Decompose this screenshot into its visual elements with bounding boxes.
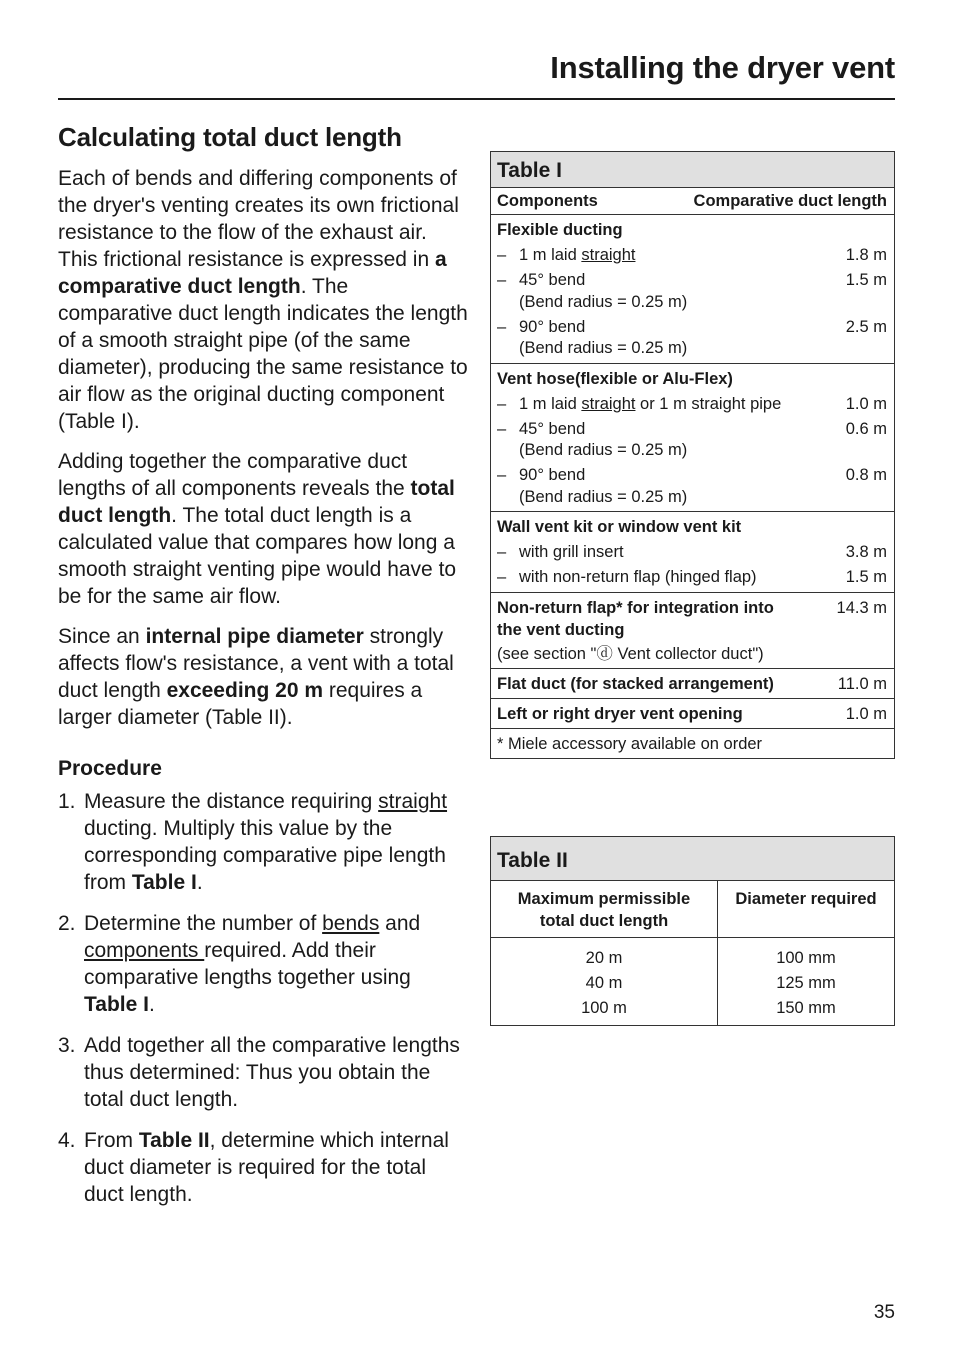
group-flat-duct: Flat duct (for stacked arrangement) 11.0 m — [491, 669, 894, 699]
procedure-heading: Procedure — [58, 757, 162, 780]
table-row: – 90° bend (Bend radius = 0.25 m) 2.5 m — [497, 317, 887, 357]
table-row: – with non-return flap (hinged flap) 1.5 m — [497, 568, 887, 586]
group-flexible-ducting: Flexible ducting – 1 m laid straight 1.8 m – 45° bend (Bend radius = 0.25 m) 1.5 m – 90° bend (Bend radius = 0.25 m) 2.5 m — [491, 215, 894, 364]
group-vent-hose: Vent hose(flexible or Alu-Flex) – 1 m laid straight or 1 m straight pipe 1.0 m – 45° bend (Bend radius = 0.25 m) 0.6 m – 90° bend (Bend radius = 0.25 m) 0.8 m — [491, 364, 894, 513]
table-footnote: * Miele accessory available on order — [497, 735, 763, 753]
table-header: Components Comparative duct length — [491, 188, 894, 215]
group-non-return-flap: Non-return flap* for integration into the vent ducting (see section "ⓓ Vent collector duct") 14.3 m — [491, 593, 894, 670]
paragraph-pipe-diameter: Since an internal pipe diameter strongly affects flow's resistance, a vent with a total duct length exceeding 20 m requires a larger diameter (Table II). — [58, 625, 454, 729]
title-rule — [58, 98, 895, 100]
table-row: – 1 m laid straight 1.8 m — [497, 246, 887, 264]
procedure-steps — [58, 788, 468, 1208]
procedure-step: 4. From Table II, determine which internal duct diameter is required for the total duct length. — [58, 1129, 449, 1206]
table-duct-diameter — [490, 836, 895, 1026]
procedure-step: 3. Add together all the comparative lengths thus determined: Thus you obtain the total duct length. — [58, 1034, 460, 1111]
table-title: Table I — [491, 152, 894, 188]
procedure-step: 2. Determine the number of bends and components required. Add their comparative lengths together using Table I. — [58, 912, 421, 1016]
paragraph-total-duct-length: Adding together the comparative duct lengths of all components reveals the total duct length. The total duct length is a calculated value that compares how long a smooth straight venting pipe would have to be for the same air flow. — [58, 450, 457, 608]
table-title: Table II — [491, 837, 894, 881]
group-dryer-vent-opening: Left or right dryer vent opening 1.0 m — [491, 699, 894, 729]
page-number: 35 — [873, 1302, 895, 1323]
group-wall-vent-kit: Wall vent kit or window vent kit – with grill insert 3.8 m – with non-return flap (hinged flap) 1.5 m — [491, 512, 894, 593]
table-comparative-duct-length — [490, 151, 895, 759]
paragraph-comparative-duct-length: Each of bends and differing components of the dryer's venting creates its own frictional resistance to the flow of the exhaust air. This frictional resistance is expressed in a comparative duct length. The comparative duct length indicates the length of a smooth straight pipe (of the same diameter), producing the same resistance to air flow as the original ducting component (Table I). — [58, 167, 468, 433]
table-header: Maximum permissible total duct length Diameter required — [491, 881, 894, 938]
page-title: Installing the dryer vent — [550, 50, 895, 85]
table-row: – 45° bend (Bend radius = 0.25 m) 1.5 m — [497, 271, 887, 311]
table-row: 20 m 40 m 100 m 100 mm 125 mm 150 mm — [491, 938, 894, 1025]
table-row: – with grill insert 3.8 m — [497, 543, 887, 561]
table-row: – 45° bend (Bend radius = 0.25 m) 0.6 m — [497, 419, 887, 459]
table-row: – 1 m laid straight or 1 m straight pipe 1.0 m — [497, 394, 887, 413]
table-row: – 90° bend (Bend radius = 0.25 m) 0.8 m — [497, 466, 887, 506]
procedure-step: 1. Measure the distance requiring straight ducting. Multiply this value by the corresponding comparative pipe length from Table I. — [58, 790, 448, 894]
section-heading: Calculating total duct length — [58, 122, 402, 152]
main-text-column — [58, 122, 468, 1222]
